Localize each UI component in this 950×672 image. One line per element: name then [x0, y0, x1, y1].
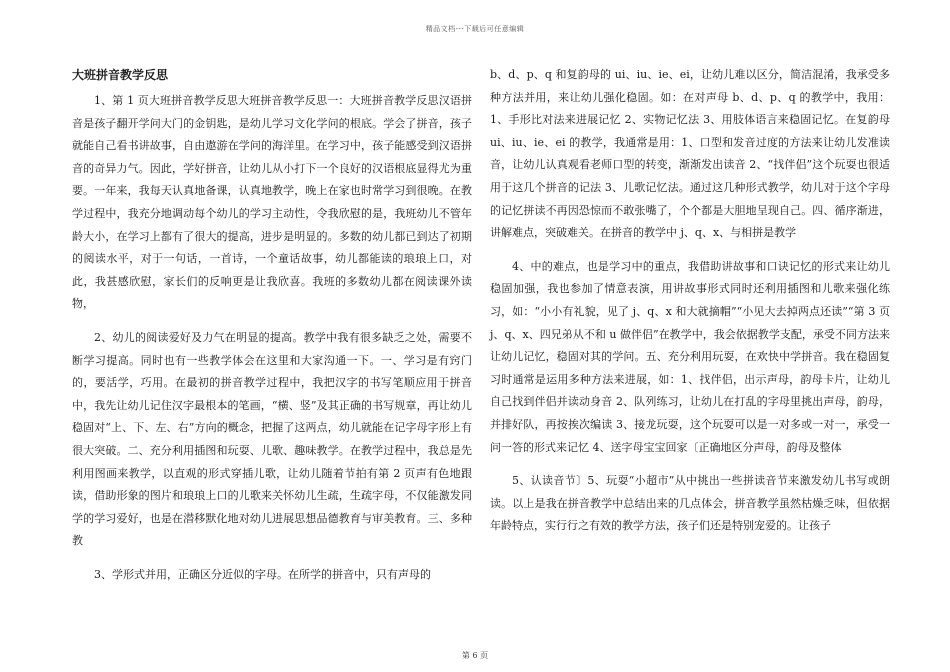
paragraph-4: 4、中的难点，也是学习中的重点，我借助讲故事和口诀记忆的形式来让幼儿稳固加强，我也参加了情意表演，用讲故事形式同时还利用插图和儿歌来强化练习，如：“小小有礼貌，见了 j、q、x 和大就摘帽”“小见大去掉两点还读”“第 3 页 j、q、x、四兄弟从不和 u 做伴侣”在教学中，我会依据教学支配，承受不同方法来让幼儿记忆，稳固对其的学问。五、充分利用玩耍，在欢快中学拼音。我在稳固复习时通常是运用多种方法来进展，如：1、找伴侣，出示声母，韵母卡片，让幼儿自己找到伴侣并读动身音 2、队列练习，让幼儿在打乱的字母里挑出声母，韵母，并排好队，再按挨次编读 3、接龙玩耍，这个玩耍可以是一对多或一对一，承受一问一答的形式来记忆 4、送字母宝宝回家〔正确地区分声母，韵母及整体	[490, 259, 890, 454]
paragraph-2: 2、幼儿的阅读爱好及力气在明显的提高。教学中我有很多缺乏之处，需要不断学习提高。同时也有一些教学体会在这里和大家沟通一下。一、学习是有窍门的，要活学，巧用。在最初的拼音教学过程中，我把汉字的书写笔顺应用于拼音中，我先让幼儿记住汉字最根本的笔画，“横、竖”及其正确的书写规章，再让幼儿稳固对“上、下、左、右”方向的概念，把握了这两点，幼儿就能在记字母字形上有很大突破。二、充分利用插图和玩耍、儿歌、趣味教学。在教学过程中，我总是先利用图画来教学，以直观的形式穿插儿歌，让幼儿随着节拍有第 2 页声有色地跟读，借助形象的图片和琅琅上口的儿歌来关怀幼儿生疏，生疏字母，不仅能激发同学的学习爱好，也是在潜移默化地对幼儿进展思想品德教育与审美教育。三、多种教	[72, 330, 472, 548]
left-column	[72, 64, 472, 586]
paragraph-1: 1、第 1 页大班拼音教学反思大班拼音教学反思一：大班拼音教学反思汉语拼音是孩子翻开学问大门的金钥匙，是幼儿学习文化学问的根底。学会了拼音，孩子就能自己看书讲故事，自由遨游在学问的海洋里。在学习中，孩子能感受到汉语拼音的奇异力气。因此，学好拼音，让幼儿从小打下一个良好的汉语根底显得尤为重要。一年来，我每天认真地备课，认真地教学，晚上在家也时常学习到很晚。在教学过程中，我充分地调动每个幼儿的学习主动性，令我欣慰的是，我班幼儿不管年龄大小，在学习上都有了很大的提高，进步是明显的。多数的幼儿都已到达了初期的阅读水平，对于一句话，一首诗，一个童话故事，幼儿都能读的琅琅上口，对此，我甚感欣慰，家长们的反响更是让我欣喜。我班的多数幼儿都在阅读课外读物，	[72, 94, 472, 311]
paragraph-5: 5、认读音节〕5、玩耍“小超市”从中挑出一些拼读音节来激发幼儿书写或朗读。以上是我在拼音教学中总结出来的几点体会，拼音教学虽然枯燥乏味，但依据年龄特点，实行行之有效的教学方法，孩子们还是特别宠爱的。让孩子	[490, 474, 890, 533]
page-number: 第 6 页	[461, 651, 489, 660]
document-title: 大班拼音教学反思	[72, 68, 169, 82]
paragraph-3-continued: b、d、p、q 和复韵母的 ui、iu、ie、ei，让幼儿难以区分，简洁混淆，我承受多种方法并用，来让幼儿强化稳固。如：在对声母 b、d、p、q 的教学中，我用：1、手形比对法来进展记忆 2、实物记忆法 3、用肢体语言来稳固记忆。在复韵母 ui、iu、ie、ei 的教学，我通常是用：1、口型和发音过度的方法来让幼儿发准读音，让幼儿认真观看老师口型的转变，渐渐发出读音 2、“找伴侣”这个玩耍也很适用于这几个拼音的记法 3、儿歌记忆法。通过这几种形式教学，幼儿对于这个字母的记忆拼读不再因恐惊而不敢张嘴了，个个都是大胆地呈现自己。四、循序渐进，讲解难点，突破难关。在拼音的教学中 j、q、x、与相拼是教学	[490, 68, 890, 240]
right-column	[490, 64, 890, 538]
paragraph-3: 3、学形式并用，正确区分近似的字母。在所学的拼音中，只有声母的	[94, 567, 431, 581]
page-header: 精品文档---下载后可任意编辑	[425, 25, 525, 33]
